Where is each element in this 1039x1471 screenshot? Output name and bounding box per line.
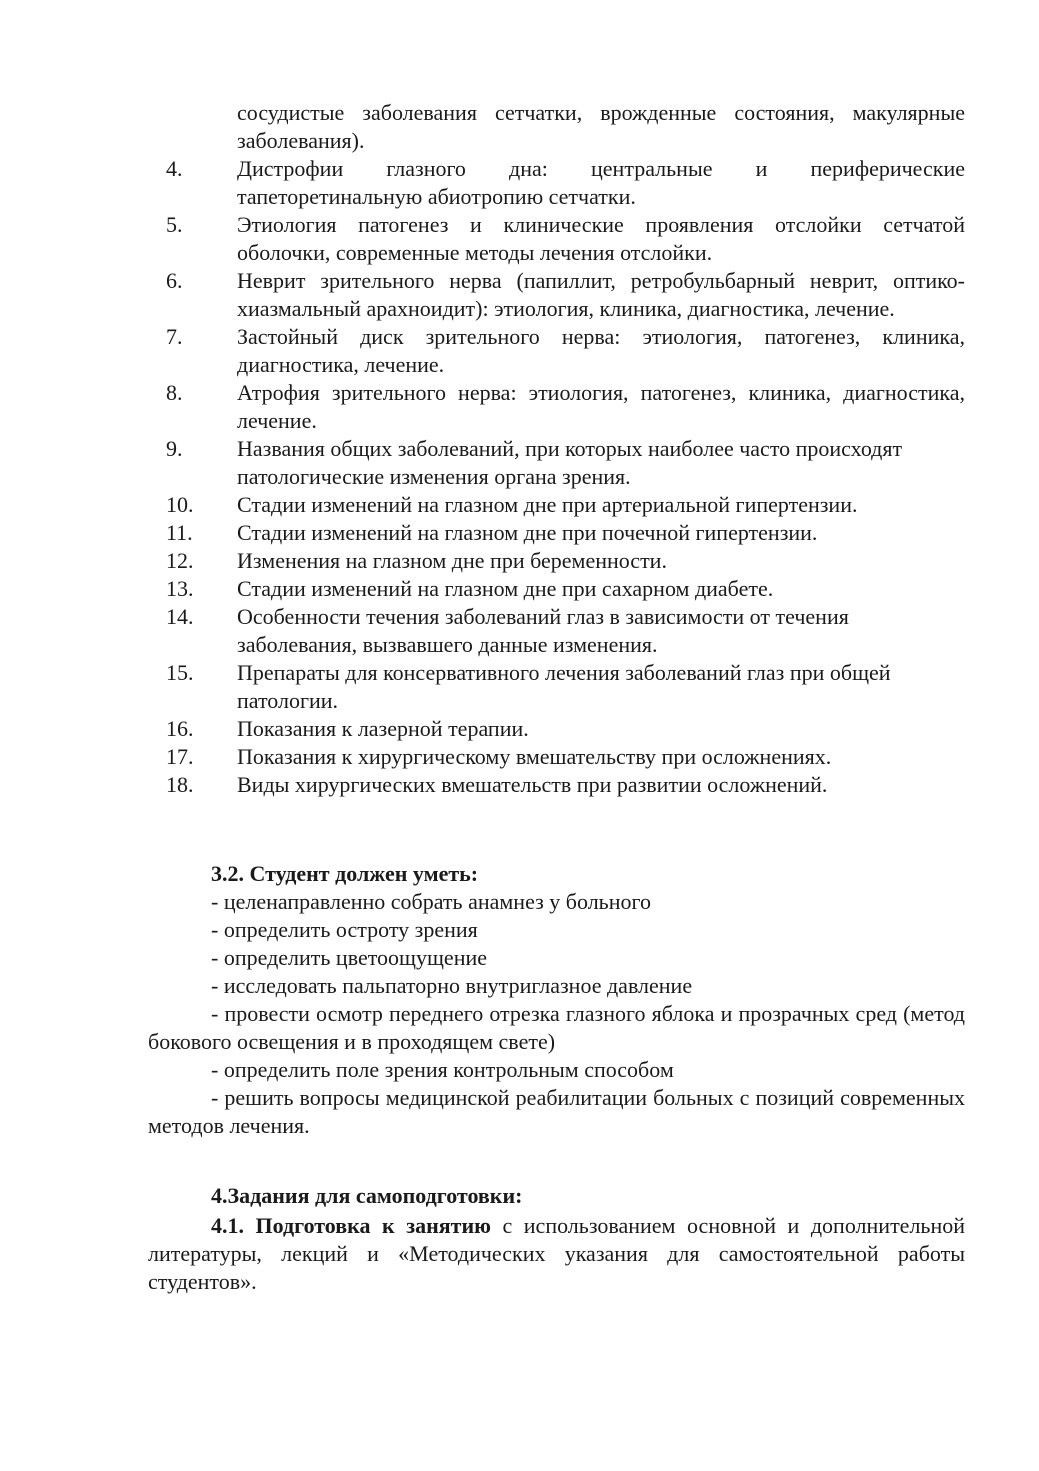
list-item-number: 6. bbox=[166, 268, 183, 293]
list-item bbox=[0, 575, 1039, 603]
list-item-number: 9. bbox=[166, 436, 183, 461]
list-item-text: Стадии изменений на глазном дне при сахарном диабете. bbox=[237, 576, 774, 601]
section-heading: 4.Задания для самоподготовки: bbox=[211, 1183, 523, 1208]
list-item bbox=[0, 211, 1039, 267]
task-paragraph bbox=[148, 1212, 965, 1296]
section-heading: 3.2. Студент должен уметь: bbox=[211, 861, 479, 886]
list-item-number: 4. bbox=[166, 156, 183, 181]
list-item-text: Показания к хирургическому вмешательству при осложнениях. bbox=[237, 744, 832, 769]
list-item-number: 14. bbox=[166, 604, 194, 629]
list-item-number: 13. bbox=[166, 576, 194, 601]
list-item-number: 5. bbox=[166, 212, 183, 237]
list-item bbox=[0, 715, 1039, 743]
list-item-number: 8. bbox=[166, 380, 183, 405]
skill-item: - исследовать пальпаторно внутриглазное давление bbox=[211, 973, 693, 998]
list-item-text: Дистрофии глазного дна: центральные и периферические тапеторетинальную абиотропию сетчатки. bbox=[237, 156, 965, 209]
list-item-number: 12. bbox=[166, 548, 194, 573]
list-item bbox=[0, 519, 1039, 547]
list-item bbox=[0, 603, 1039, 659]
list-item bbox=[0, 743, 1039, 771]
list-item bbox=[0, 379, 1039, 435]
task-subheading: 4.1. Подготовка к занятию bbox=[211, 1213, 491, 1238]
list-item-number: 11. bbox=[166, 520, 193, 545]
list-item-number: 15. bbox=[166, 660, 194, 685]
list-item-text: Названия общих заболеваний, при которых наиболее часто происходят патологические изменения органа зрения. bbox=[237, 436, 903, 489]
list-item-text: Стадии изменений на глазном дне при артериальной гипертензии. bbox=[237, 492, 858, 517]
list-item-number: 16. bbox=[166, 716, 194, 741]
task-text: с использованием основной и дополнительной литературы, лекций и «Методических указания для самостоятельной работы студентов». bbox=[148, 1213, 966, 1294]
skill-item: - определить поле зрения контрольным способом bbox=[211, 1057, 674, 1082]
list-item bbox=[0, 547, 1039, 575]
list-item-number: 18. bbox=[166, 772, 194, 797]
list-item bbox=[0, 491, 1039, 519]
list-item-text: Изменения на глазном дне при беременности. bbox=[237, 548, 667, 573]
skill-item: - провести осмотр переднего отрезка глазного яблока и прозрачных сред (метод бокового освещения и в проходящем свете) bbox=[148, 1001, 965, 1054]
list-item bbox=[0, 267, 1039, 323]
topics-list bbox=[0, 99, 1039, 799]
list-item-text: Этиология патогенез и клинические проявления отслойки сетчатой оболочки, современные методы лечения отслойки. bbox=[237, 212, 965, 265]
list-item-text: Препараты для консервативного лечения заболеваний глаз при общей патологии. bbox=[237, 660, 891, 713]
list-item bbox=[0, 155, 1039, 211]
list-item bbox=[0, 659, 1039, 715]
list-item-text: Особенности течения заболеваний глаз в зависимости от течения заболевания, вызвавшего данные изменения. bbox=[237, 604, 849, 657]
skill-item: - определить остроту зрения bbox=[211, 917, 478, 942]
list-item-text: Застойный диск зрительного нерва: этиология, патогенез, клиника, диагностика, лечение. bbox=[237, 324, 965, 377]
list-item-text: Виды хирургических вмешательств при развитии осложнений. bbox=[237, 772, 828, 797]
list-item bbox=[0, 323, 1039, 379]
skill-item: - целенаправленно собрать анамнез у больного bbox=[211, 889, 651, 914]
list-item bbox=[0, 771, 1039, 799]
list-item-text: Показания к лазерной терапии. bbox=[237, 716, 529, 741]
tasks-section bbox=[148, 1182, 965, 1296]
list-item-number: 10. bbox=[166, 492, 194, 517]
list-item-text: Неврит зрительного нерва (папиллит, ретробульбарный неврит, оптико-хиазмальный арахноидит): этиология, клиника, диагностика, лечение. bbox=[237, 268, 965, 321]
skills-section bbox=[148, 860, 965, 1140]
list-item bbox=[0, 435, 1039, 491]
list-item-text: Атрофия зрительного нерва: этиология, патогенез, клиника, диагностика, лечение. bbox=[237, 380, 965, 433]
list-item-number: 17. bbox=[166, 744, 194, 769]
list-item-text: сосудистые заболевания сетчатки, врожденные состояния, макулярные заболевания). bbox=[237, 100, 965, 153]
list-item-text: Стадии изменений на глазном дне при почечной гипертензии. bbox=[237, 520, 818, 545]
skill-item: - определить цветоощущение bbox=[211, 945, 488, 970]
skill-item: - решить вопросы медицинской реабилитации больных с позиций современных методов лечения. bbox=[148, 1085, 965, 1138]
list-item-number: 7. bbox=[166, 324, 183, 349]
list-item-continuation bbox=[0, 99, 1039, 155]
